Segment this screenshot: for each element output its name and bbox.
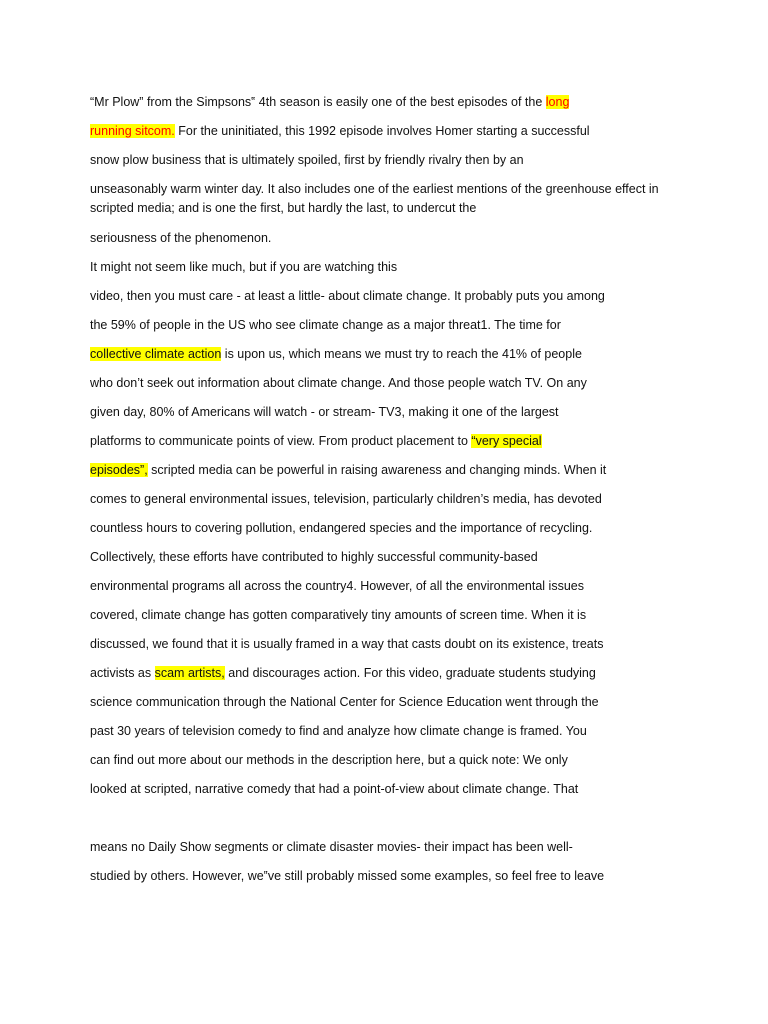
text-run: scripted media; and is one the first, but hardly the last, to undercut the	[90, 201, 477, 215]
text-run: snow plow business that is ultimately spoiled, first by friendly rivalry then by an	[90, 153, 524, 167]
highlighted-text: “very special	[471, 434, 542, 448]
paragraph-line	[90, 666, 596, 681]
paragraph-line	[90, 492, 602, 507]
text-run: studied by others. However, we‟ve still probably missed some examples, so feel free to leave	[90, 869, 605, 883]
text-run: For the uninitiated, this 1992 episode involves Homer starting a successful	[174, 124, 590, 138]
text-run: comes to general environmental issues, television, particularly children’s media, has devoted	[90, 492, 602, 506]
paragraph-line	[90, 231, 271, 246]
paragraph-line	[90, 201, 476, 216]
text-run: activists as	[90, 666, 155, 680]
text-run: means no Daily Show segments or climate disaster movies- their impact has been well-	[90, 840, 573, 854]
paragraph-line	[90, 153, 524, 168]
paragraph-line	[90, 289, 605, 304]
text-run: It might not seem like much, but if you are watching this	[90, 260, 398, 274]
paragraph-line	[90, 376, 587, 391]
text-run: unseasonably warm winter day. It also includes one of the earliest mentions of the greenhouse effect in	[90, 182, 659, 196]
paragraph-line	[90, 434, 542, 449]
text-run: looked at scripted, narrative comedy that had a point-of-view about climate change. That	[90, 782, 579, 796]
paragraph-line	[90, 782, 578, 797]
paragraph-line	[90, 579, 584, 594]
paragraph-line	[90, 95, 569, 110]
paragraph-line	[90, 550, 538, 565]
paragraph-line	[90, 840, 573, 855]
paragraph-line	[90, 753, 568, 768]
text-run: can find out more about our methods in the description here, but a quick note: We only	[90, 753, 568, 767]
text-run: past 30 years of television comedy to find and analyze how climate change is framed. You	[90, 724, 587, 738]
highlighted-text: scam artists,	[154, 666, 225, 680]
text-run: covered, climate change has gotten comparatively tiny amounts of screen time. When it is	[90, 608, 587, 622]
text-run: Collectively, these efforts have contributed to highly successful community-based	[90, 550, 538, 564]
highlighted-red-text: running sitcom.	[90, 124, 175, 138]
highlighted-text: episodes”,	[90, 463, 148, 477]
paragraph-line	[90, 405, 559, 420]
paragraph-line	[90, 608, 586, 623]
text-run: platforms to communicate points of view. From product placement to	[90, 434, 472, 448]
paragraph-line	[90, 695, 599, 710]
text-run: seriousness of the phenomenon.	[90, 231, 272, 245]
text-run: environmental programs all across the country4. However, of all the environmental issues	[90, 579, 584, 593]
paragraph-line	[90, 463, 606, 478]
paragraph-line	[90, 347, 582, 362]
paragraph-line	[90, 869, 604, 884]
text-run: countless hours to covering pollution, endangered species and the importance of recycling.	[90, 521, 593, 535]
paragraph-line	[90, 182, 659, 197]
paragraph-line	[90, 637, 603, 652]
paragraph-line	[90, 124, 590, 139]
paragraph-line	[90, 260, 397, 275]
text-run: discussed, we found that it is usually framed in a way that casts doubt on its existence, treats	[90, 637, 604, 651]
text-run: video, then you must care - at least a little- about climate change. It probably puts you among	[90, 289, 605, 303]
text-run: science communication through the National Center for Science Education went through the	[90, 695, 599, 709]
text-run: given day, 80% of Americans will watch - or stream- TV3, making it one of the largest	[90, 405, 559, 419]
text-run: who don’t seek out information about climate change. And those people watch TV. On any	[90, 376, 587, 390]
text-run: “Mr Plow” from the Simpsons‟ 4th season is easily one of the best episodes of the	[90, 95, 546, 109]
highlighted-red-text: long	[545, 95, 570, 109]
text-run: scripted media can be powerful in raising awareness and changing minds. When it	[147, 463, 607, 477]
paragraph-line	[90, 318, 561, 333]
paragraph-line	[90, 521, 592, 536]
paragraph-line	[90, 724, 587, 739]
text-run: the 59% of people in the US who see climate change as a major threat1. The time for	[90, 318, 561, 332]
highlighted-text: collective climate action	[90, 347, 222, 361]
text-run: and discourages action. For this video, graduate students studying	[224, 666, 596, 680]
text-run: is upon us, which means we must try to reach the 41% of people	[221, 347, 582, 361]
